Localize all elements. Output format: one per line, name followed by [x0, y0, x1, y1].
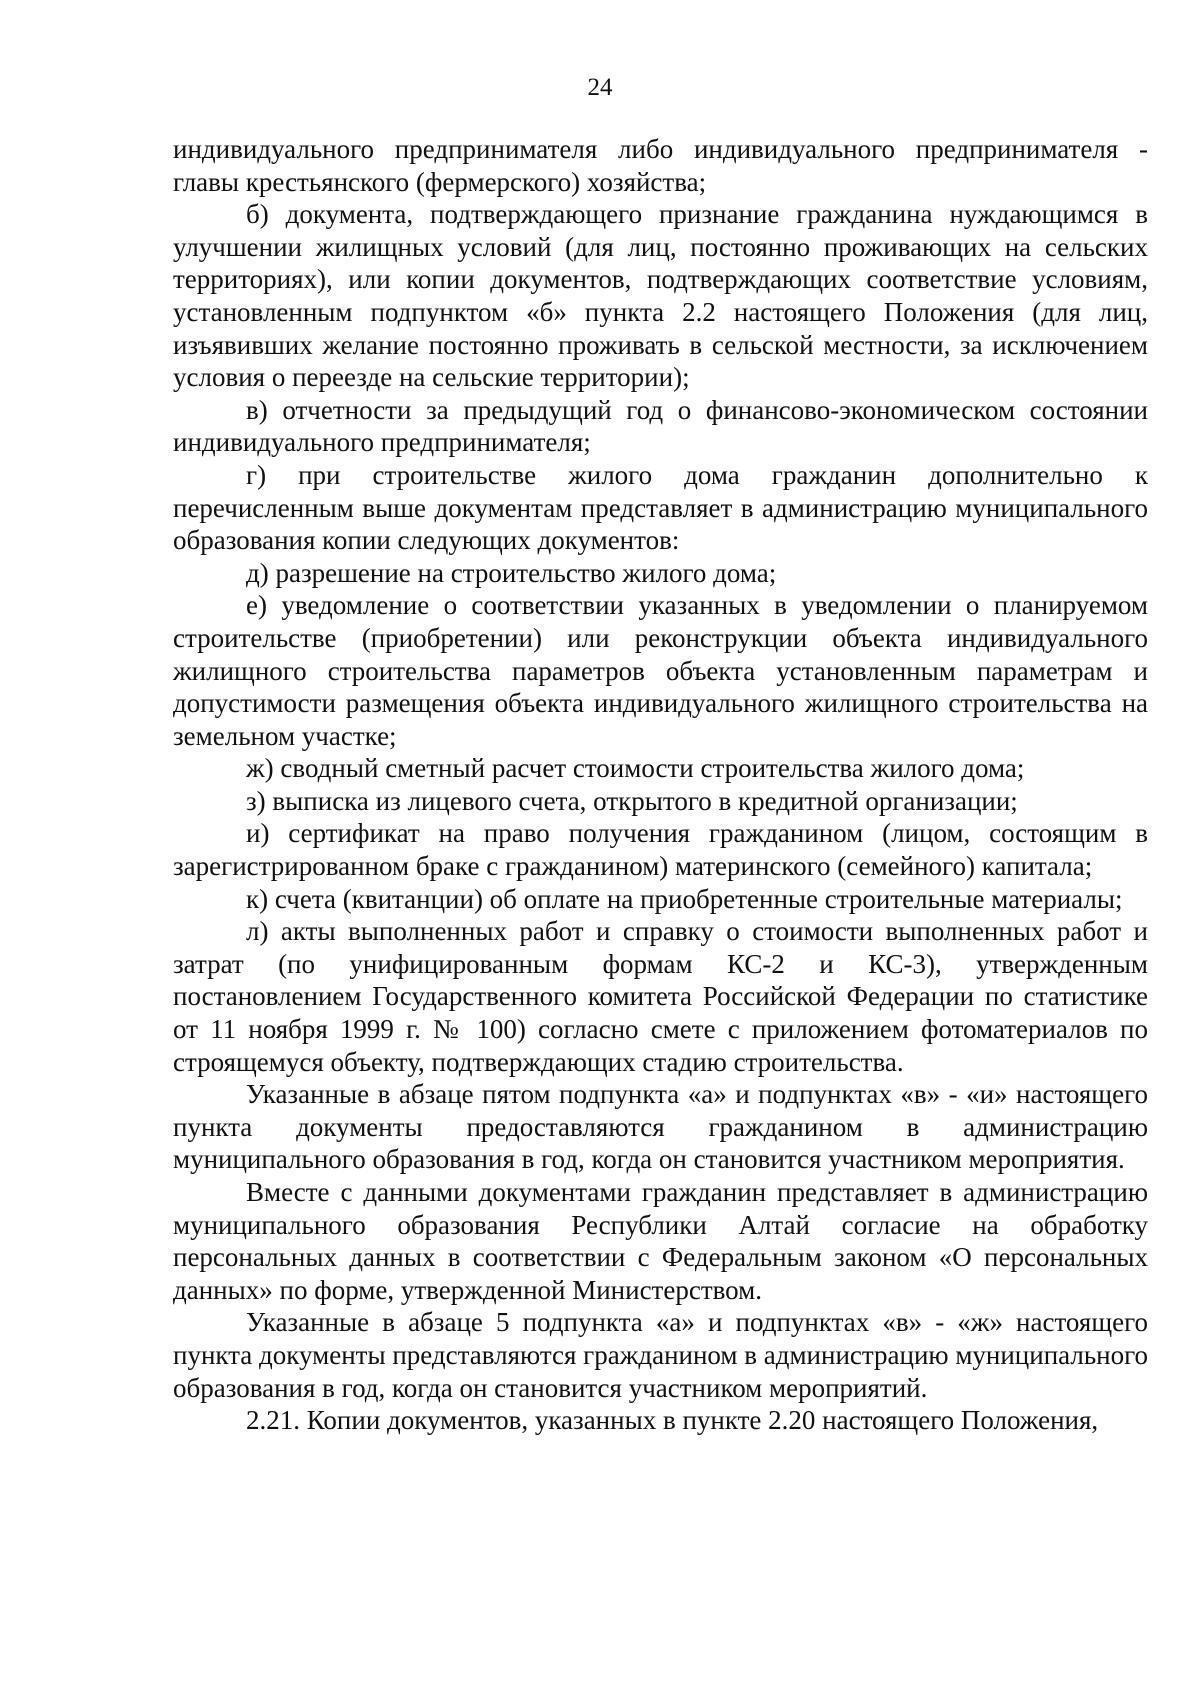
document-body — [173, 133, 1148, 1437]
paragraph-item-g: г) при строительстве жилого дома гражданин дополнительно к перечисленным выше документам представляет в администрацию муниципального образования копии следующих документов: — [173, 459, 1148, 556]
paragraph-item-i: и) сертификат на право получения гражданином (лицом, состоящим в зарегистрированном браке с гражданином) материнского (семейного) капитала; — [173, 818, 1148, 882]
paragraph-item-zh: ж) сводный сметный расчет стоимости строительства жилого дома; — [246, 753, 1025, 784]
page-number: 24 — [587, 74, 613, 101]
paragraph-continuation: индивидуального предпринимателя либо индивидуального предпринимателя - главы крестьянского (фермерского) хозяйства; — [173, 134, 1148, 197]
paragraph-item-e: е) уведомление о соответствии указанных в уведомлении о планируемом строительстве (приобретении) или реконструкции объекта индивидуального жилищного строительства параметров объекта установленным параметрам и допустимости размещения объекта индивидуального жилищного строительства на земельном участке; — [173, 590, 1148, 751]
paragraph-section-2-21: 2.21. Копии документов, указанных в пункте 2.20 настоящего Положения, — [246, 1405, 1099, 1436]
paragraph-documents-note-2: Указанные в абзаце 5 подпункта «а» и подпунктах «в» - «ж» настоящего пункта документы представляются гражданином в администрацию муниципального образования в год, когда он становится участником мероприятий. — [173, 1307, 1149, 1403]
paragraph-item-d: д) разрешение на строительство жилого дома; — [246, 557, 777, 588]
paragraph-item-k: к) счета (квитанции) об оплате на приобретенные строительные материалы; — [246, 883, 1123, 914]
paragraph-item-l: л) акты выполненных работ и справку о стоимости выполненных работ и затрат (по унифицированным формам КС-2 и КС-3), утвержденным постановлением Государственного комитета Российской Федерации по статистике от 11 ноября 1999 г. № 100) согласно смете с приложением фотоматериалов по строящемуся объекту, подтверждающих стадию строительства. — [173, 916, 1148, 1077]
paragraph-item-b: б) документа, подтверждающего признание гражданина нуждающимся в улучшении жилищных условий (для лиц, постоянно проживающих на сельских территориях), или копии документов, подтверждающих соответствие условиям, установленным подпунктом «б» пункта 2.2 настоящего Положения (для лиц, изъявивших желание постоянно проживать в сельской местности, за исключением условия о переезде на сельские территории); — [173, 199, 1148, 393]
paragraph-item-z: з) выписка из лицевого счета, открытого в кредитной организации; — [246, 785, 1018, 816]
paragraph-personal-data-consent: Вместе с данными документами гражданин представляет в администрацию муниципального образования Республики Алтай согласие на обработку персональных данных в соответствии с Федеральным законом «О персональных данных» по форме, утвержденной Министерством. — [173, 1177, 1148, 1305]
paragraph-documents-note: Указанные в абзаце пятом подпункта «а» и подпунктах «в» - «и» настоящего пункта документы предоставляются гражданином в администрацию муниципального образования в год, когда он становится участником мероприятия. — [173, 1079, 1148, 1175]
paragraph-item-v: в) отчетности за предыдущий год о финансово-экономическом состоянии индивидуального предпринимателя; — [173, 394, 1148, 458]
